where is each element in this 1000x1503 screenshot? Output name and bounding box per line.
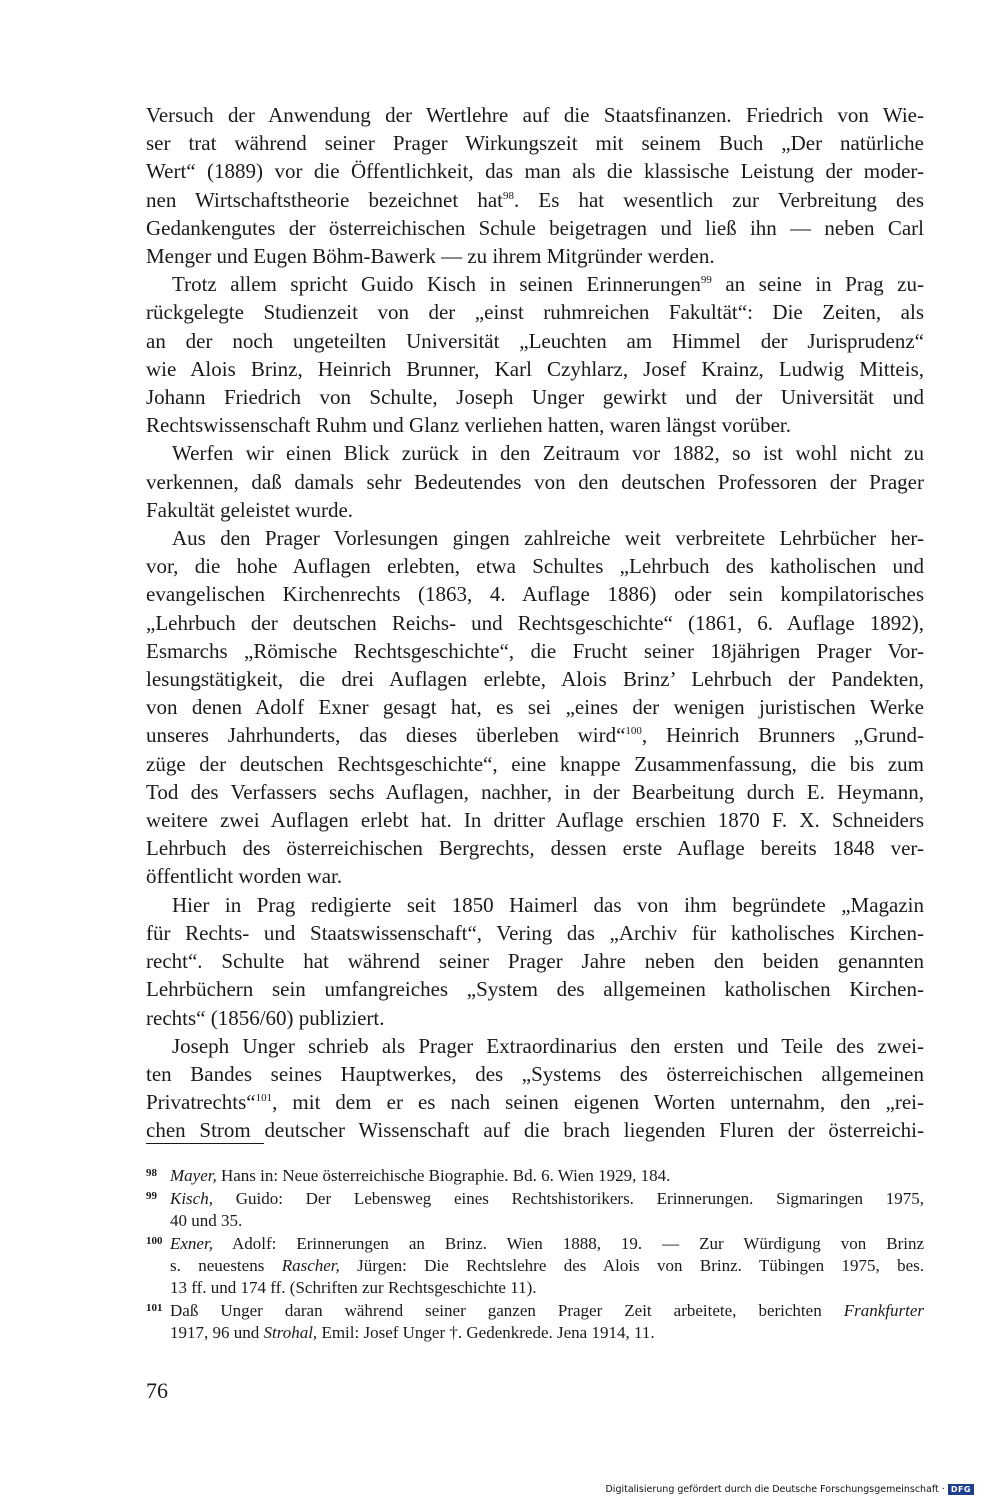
- footnote-text: Emil: Josef Unger †. Gedenkrede. Jena 1914, 11.: [317, 1323, 655, 1342]
- body-line-text: . Es hat wesentlich zur Verbreitung des: [514, 187, 924, 212]
- body-line-text: unseres Jahrhunderts, das dieses überleben wird“: [146, 723, 626, 748]
- footnote-line: [170, 1188, 924, 1210]
- footnote-ref: 99: [700, 274, 712, 287]
- body-line-text: Versuch der Anwendung der Wertlehre auf die Staatsfinanzen. Friedrich von Wie-: [146, 103, 924, 127]
- body-line-text: wie Alois Brinz, Heinrich Brunner, Karl Czyhlarz, Josef Krainz, Ludwig Mitteis,: [146, 356, 924, 381]
- body-line: [146, 383, 924, 411]
- footnote-number: 98: [146, 1167, 157, 1179]
- body-line: [146, 834, 924, 862]
- footnote-text: 40 und 35.: [170, 1211, 243, 1230]
- body-line-text: recht“. Schulte hat während seiner Prager Jahre neben den beiden genannten: [146, 949, 924, 974]
- body-line: [146, 891, 924, 919]
- body-line: [146, 242, 924, 270]
- footnote-text: Adolf: Erinnerungen an Brinz. Wien 1888, 19. — Zur Würdigung von Brinz: [212, 1234, 924, 1253]
- body-line-text: verkennen, daß damals sehr Bedeutendes von den deutschen Professoren der Prager: [146, 469, 924, 494]
- body-line: [146, 1032, 924, 1060]
- body-line-text: Johann Friedrich von Schulte, Joseph Unger gewirkt und der Universität und: [146, 385, 924, 410]
- body-line-text: Werfen wir einen Blick zurück in den Zeitraum vor 1882, so ist wohl nicht zu: [172, 441, 924, 466]
- body-line-text: weitere zwei Auflagen erlebt hat. In dritter Auflage erschien 1870 F. X. Schneiders: [146, 808, 924, 833]
- body-line-text: Aus den Prager Vorlesungen gingen zahlreiche weit verbreitete Lehrbücher her-: [172, 526, 924, 551]
- body-line-text: von denen Adolf Exner gesagt hat, es sei „eines der wenigen juristischen Werke: [146, 695, 924, 720]
- footnote-line: [170, 1210, 924, 1232]
- footnote-text: 1917, 96 und: [170, 1323, 264, 1342]
- body-line: [146, 327, 924, 355]
- body-line-text: rückgelegte Studienzeit von der „einst ruhmreichen Fakultät“: Die Zeiten, als: [146, 300, 924, 325]
- body-line: [146, 721, 924, 749]
- body-line-text: Esmarchs „Römische Rechtsgeschichte“, die Frucht seiner 18jährigen Prager Vor-: [146, 638, 924, 663]
- body-line: [146, 552, 924, 580]
- footnote-text: Daß Unger daran während seiner ganzen Prager Zeit arbeitete, berichten: [170, 1301, 844, 1320]
- body-line: [146, 1088, 924, 1116]
- body-line-text: an der noch ungeteilten Universität „Leuchten am Himmel der Jurisprudenz“: [146, 328, 924, 353]
- body-line-text: lesungstätigkeit, die drei Auflagen erlebte, Alois Brinz’ Lehrbuch der Pandekten,: [146, 667, 924, 692]
- footnotes: [146, 1165, 924, 1345]
- footnote-text: Hans in: Neue österreichische Biographie. Bd. 6. Wien 1929, 184.: [216, 1166, 671, 1185]
- body-line-text: züge der deutschen Rechtsgeschichte“, eine knappe Zusammenfassung, die bis zum: [146, 751, 924, 776]
- footnote-line: [170, 1165, 924, 1187]
- body-line-text: evangelischen Kirchenrechts (1863, 4. Auflage 1886) oder sein kompilatorisches: [146, 582, 924, 607]
- body-line-text: vor, die hohe Auflagen erlebten, etwa Schultes „Lehrbuch des katholischen und: [146, 554, 924, 579]
- footnote-line: [170, 1322, 924, 1344]
- body-line: [146, 750, 924, 778]
- footnote-text: Guido: Der Lebensweg eines Rechtshistorikers. Erinnerungen. Sigmaringen 1975,: [212, 1189, 924, 1208]
- footnote: [146, 1300, 924, 1344]
- body-line-text: Lehrbuch des österreichischen Bergrechts, dessen erste Auflage bereits 1848 ver-: [146, 836, 924, 861]
- body-line: [146, 355, 924, 383]
- footnote-author: Frankfurter: [843, 1301, 924, 1320]
- footnote-author: Strohal,: [263, 1323, 318, 1342]
- footnote-line: [170, 1255, 924, 1277]
- body-line-text: ser trat während seiner Prager Wirkungszeit mit seinem Buch „Der natürliche: [146, 131, 924, 156]
- body-line: [146, 665, 924, 693]
- body-line-text: öffentlicht worden war.: [146, 864, 343, 889]
- body-line-text: Joseph Unger schrieb als Prager Extraordinarius den ersten und Teile des zwei-: [172, 1033, 924, 1058]
- body-line: [146, 947, 924, 975]
- body-line: [146, 439, 924, 467]
- footnote-author: Mayer,: [170, 1166, 217, 1185]
- body-line-text: Tod des Verfassers sechs Auflagen, nachher, in der Bearbeitung durch E. Heymann,: [146, 779, 924, 804]
- body-line: [146, 214, 924, 242]
- footnote-text: 13 ff. und 174 ff. (Schriften zur Rechtsgeschichte 11).: [170, 1278, 537, 1297]
- footnote-rule: [146, 1143, 264, 1144]
- body-line: [146, 270, 924, 298]
- body-line: [146, 1116, 924, 1144]
- footnote-text: s. neuestens: [170, 1256, 282, 1275]
- body-line: [146, 580, 924, 608]
- footnote-ref: 100: [625, 725, 642, 738]
- body-line: [146, 919, 924, 947]
- body-line: [146, 975, 924, 1003]
- body-line-text: an seine in Prag zu-: [711, 272, 924, 297]
- body-line: [146, 298, 924, 326]
- footnote-ref: 98: [503, 189, 514, 202]
- digitization-note-text: Digitalisierung gefördert durch die Deutsche Forschungsgemeinschaft ·: [605, 1484, 945, 1495]
- body-line: [146, 468, 924, 496]
- body-line-text: Trotz allem spricht Guido Kisch in seinen Erinnerungen: [172, 272, 701, 297]
- body-line-text: rechts“ (1856/60) publiziert.: [146, 1005, 385, 1030]
- body-line: [146, 1060, 924, 1088]
- body-line-text: Gedankengutes der österreichischen Schule beigetragen und ließ ihn — neben Carl: [146, 215, 924, 240]
- body-line: [146, 1004, 924, 1032]
- body-line-text: „Lehrbuch der deutschen Reichs- und Rechtsgeschichte“ (1861, 6. Auflage 1892),: [146, 610, 924, 635]
- body-line: [146, 496, 924, 524]
- body-line: [146, 129, 924, 157]
- footnote-line: [170, 1300, 924, 1322]
- footnote: [146, 1165, 924, 1187]
- footnote-number: 101: [146, 1302, 163, 1314]
- footnote-text: Jürgen: Die Rechtslehre des Alois von Brinz. Tübingen 1975, bes.: [339, 1256, 924, 1275]
- body-line: [146, 411, 924, 439]
- body-line: [146, 862, 924, 890]
- body-line: [146, 778, 924, 806]
- body-line-text: , mit dem er es nach seinen eigenen Worten unternahm, den „rei-: [272, 1090, 924, 1115]
- body-line: [146, 806, 924, 834]
- footnote-author: Exner,: [170, 1234, 213, 1253]
- body-line: [146, 609, 924, 637]
- footnote-author: Rascher,: [281, 1256, 340, 1275]
- footnote-line: [170, 1277, 924, 1299]
- body-line: [146, 186, 924, 214]
- body-line: [146, 524, 924, 552]
- digitization-note: [605, 1484, 974, 1495]
- footnote: [146, 1188, 924, 1232]
- footnote-number: 100: [146, 1235, 163, 1247]
- footnote-number: 99: [146, 1190, 157, 1202]
- body-line-text: ten Bandes seines Hauptwerkes, des „Systems des österreichischen allgemeinen: [146, 1061, 924, 1086]
- page-number: 76: [146, 1378, 168, 1403]
- footnote-ref: 101: [255, 1092, 273, 1105]
- body-line-text: Privatrechts“: [146, 1090, 256, 1115]
- body-line-text: nen Wirtschaftstheorie bezeichnet hat: [146, 187, 503, 212]
- body-line: [146, 157, 924, 185]
- body-line-text: für Rechts- und Staatswissenschaft“, Vering das „Archiv für katholisches Kirchen-: [146, 920, 924, 945]
- footnote: [146, 1233, 924, 1299]
- body-line-text: , Heinrich Brunners „Grund-: [641, 723, 924, 748]
- body-line: [146, 693, 924, 721]
- body-line: [146, 637, 924, 665]
- body-line: [146, 101, 924, 129]
- body-line-text: Lehrbüchern sein umfangreiches „System des allgemeinen katholischen Kirchen-: [146, 977, 924, 1002]
- body-line-text: Wert“ (1889) vor die Öffentlichkeit, das man als die klassische Leistung der moder-: [146, 159, 924, 184]
- body-line-text: Fakultät geleistet wurde.: [146, 497, 354, 522]
- body-line-text: Menger und Eugen Böhm-Bawerk — zu ihrem Mitgründer werden.: [146, 244, 715, 269]
- body-line-text: Hier in Prag redigierte seit 1850 Haimerl das von ihm begründete „Magazin: [172, 892, 924, 917]
- footnote-line: [170, 1233, 924, 1255]
- body-text: [146, 101, 924, 1145]
- body-line-text: chen Strom deutscher Wissenschaft auf die brach liegenden Fluren der österreichi-: [146, 1118, 924, 1143]
- body-line-text: Rechtswissenschaft Ruhm und Glanz verliehen hatten, waren längst vorüber.: [146, 413, 791, 438]
- footnote-author: Kisch,: [170, 1189, 213, 1208]
- dfg-logo: DFG: [948, 1484, 974, 1495]
